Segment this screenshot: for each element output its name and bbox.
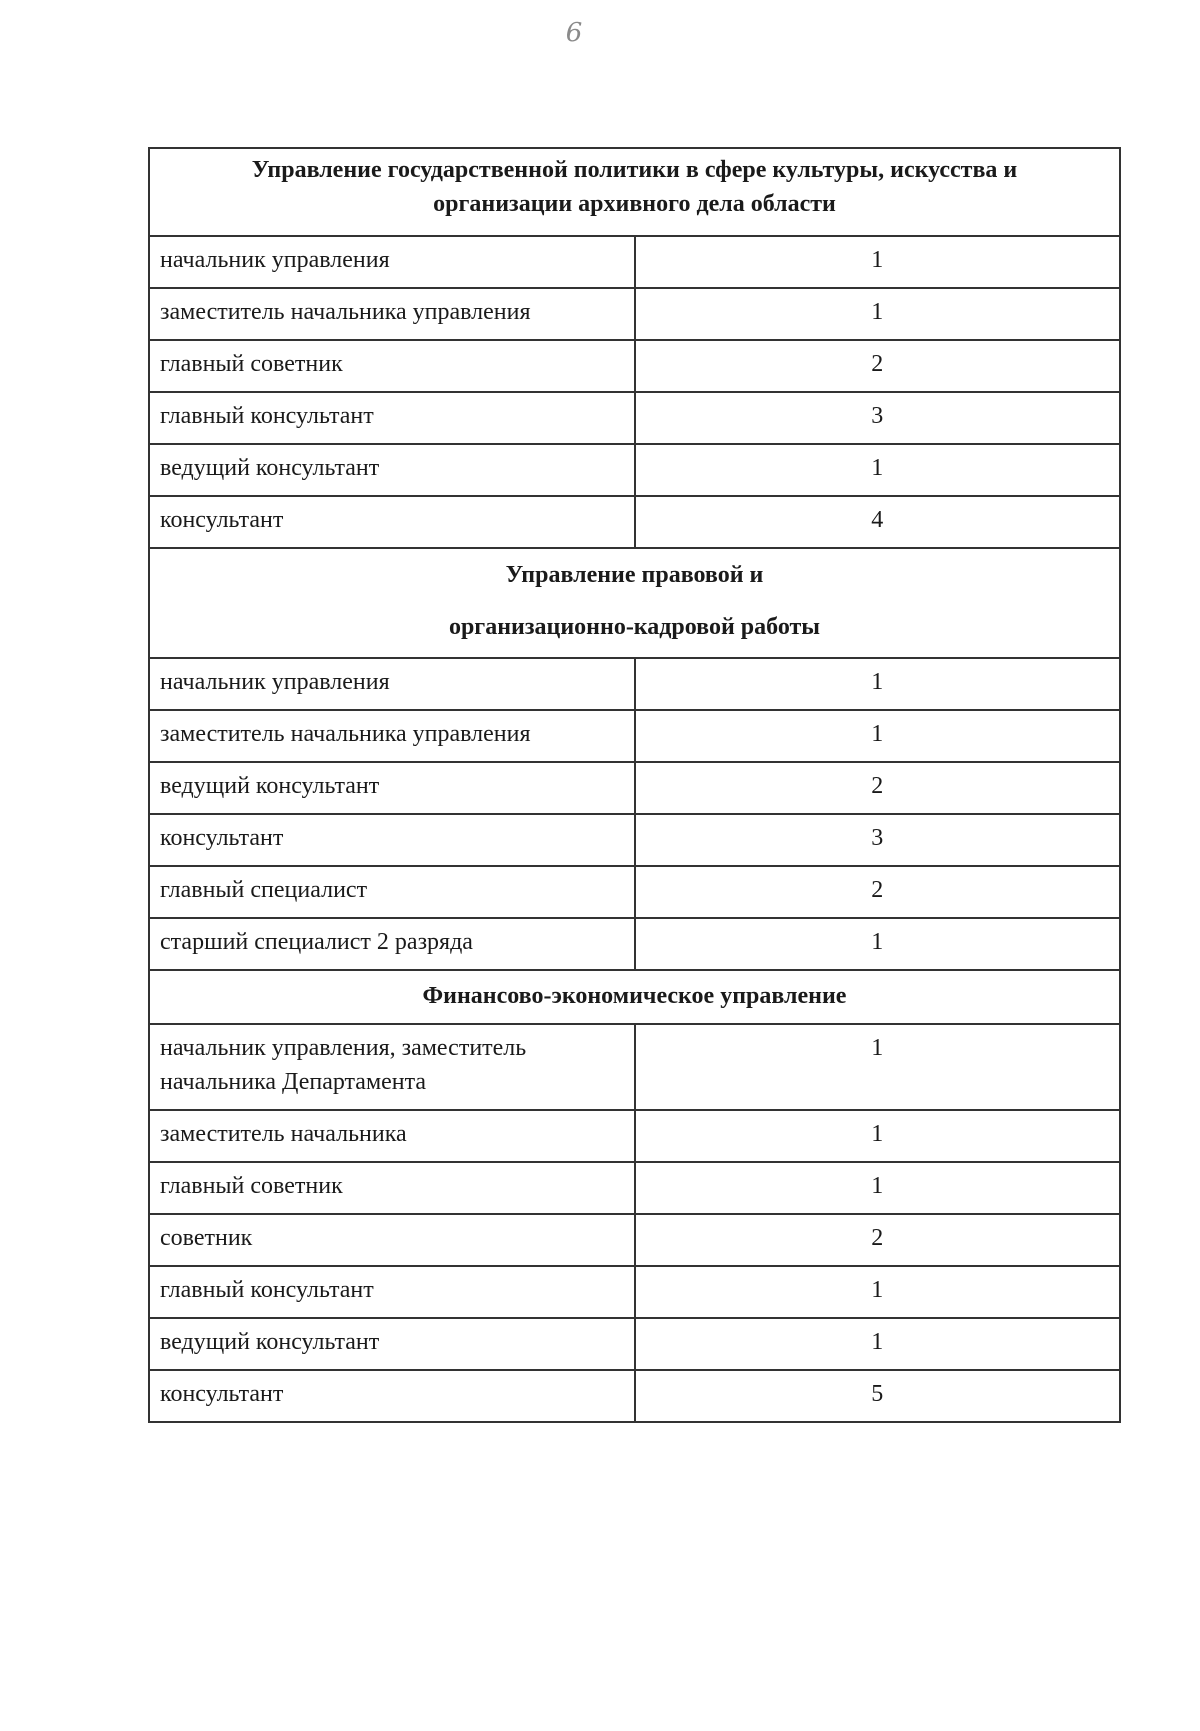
count-cell: 2 <box>635 866 1121 918</box>
count-cell: 3 <box>635 392 1121 444</box>
table-row <box>149 918 1120 970</box>
table-row <box>149 1370 1120 1422</box>
position-cell: начальник управления, заместитель начальника Департамента <box>149 1024 635 1110</box>
count-cell: 1 <box>635 710 1121 762</box>
table-row <box>149 1110 1120 1162</box>
position-cell: заместитель начальника <box>149 1110 635 1162</box>
section-title-line: организации архивного дела области <box>433 191 836 217</box>
table-row <box>149 1318 1120 1370</box>
position-cell: ведущий консультант <box>149 762 635 814</box>
table-row <box>149 710 1120 762</box>
count-cell: 1 <box>635 1110 1121 1162</box>
count-cell: 1 <box>635 1024 1121 1110</box>
position-cell: советник <box>149 1214 635 1266</box>
count-cell: 2 <box>635 1214 1121 1266</box>
section-title-line: Управление государственной политики в сфере культуры, искусства и <box>251 157 1018 183</box>
table-row <box>149 814 1120 866</box>
position-cell: главный специалист <box>149 866 635 918</box>
count-cell: 1 <box>635 236 1121 288</box>
position-cell: заместитель начальника управления <box>149 288 635 340</box>
position-cell: главный консультант <box>149 392 635 444</box>
section-title <box>149 548 1120 658</box>
count-cell: 1 <box>635 918 1121 970</box>
table-row <box>149 392 1120 444</box>
table-row <box>149 1162 1120 1214</box>
table-row <box>149 658 1120 710</box>
table-row <box>149 340 1120 392</box>
position-cell: начальник управления <box>149 658 635 710</box>
section-header-row <box>149 970 1120 1024</box>
count-cell: 1 <box>635 288 1121 340</box>
position-cell: заместитель начальника управления <box>149 710 635 762</box>
position-cell: консультант <box>149 496 635 548</box>
position-cell: главный советник <box>149 1162 635 1214</box>
position-cell: ведущий консультант <box>149 1318 635 1370</box>
count-cell: 2 <box>635 340 1121 392</box>
table-row <box>149 866 1120 918</box>
position-cell: ведущий консультант <box>149 444 635 496</box>
position-cell: старший специалист 2 разряда <box>149 918 635 970</box>
count-cell: 1 <box>635 444 1121 496</box>
table-row <box>149 1214 1120 1266</box>
count-cell: 2 <box>635 762 1121 814</box>
section-title <box>149 970 1120 1024</box>
count-cell: 4 <box>635 496 1121 548</box>
section-header-row <box>149 548 1120 658</box>
table-row <box>149 762 1120 814</box>
position-cell: консультант <box>149 814 635 866</box>
table-row <box>149 236 1120 288</box>
page-number: 6 <box>565 18 583 48</box>
count-cell: 3 <box>635 814 1121 866</box>
table-row <box>149 1024 1120 1110</box>
section-header-row <box>149 148 1120 236</box>
count-cell: 1 <box>635 1318 1121 1370</box>
position-cell: главный консультант <box>149 1266 635 1318</box>
position-cell: начальник управления <box>149 236 635 288</box>
count-cell: 1 <box>635 658 1121 710</box>
table-row <box>149 1266 1120 1318</box>
section-title <box>149 148 1120 236</box>
staffing-table <box>148 147 1121 1423</box>
position-cell: главный советник <box>149 340 635 392</box>
table-row <box>149 444 1120 496</box>
table-row <box>149 288 1120 340</box>
count-cell: 1 <box>635 1162 1121 1214</box>
section-title-line: организационно-кадровой работы <box>448 614 821 640</box>
section-title-line: Финансово-экономическое управление <box>422 983 847 1009</box>
section-title-line: Управление правовой и <box>505 562 764 588</box>
count-cell: 1 <box>635 1266 1121 1318</box>
table-row <box>149 496 1120 548</box>
position-cell: консультант <box>149 1370 635 1422</box>
count-cell: 5 <box>635 1370 1121 1422</box>
